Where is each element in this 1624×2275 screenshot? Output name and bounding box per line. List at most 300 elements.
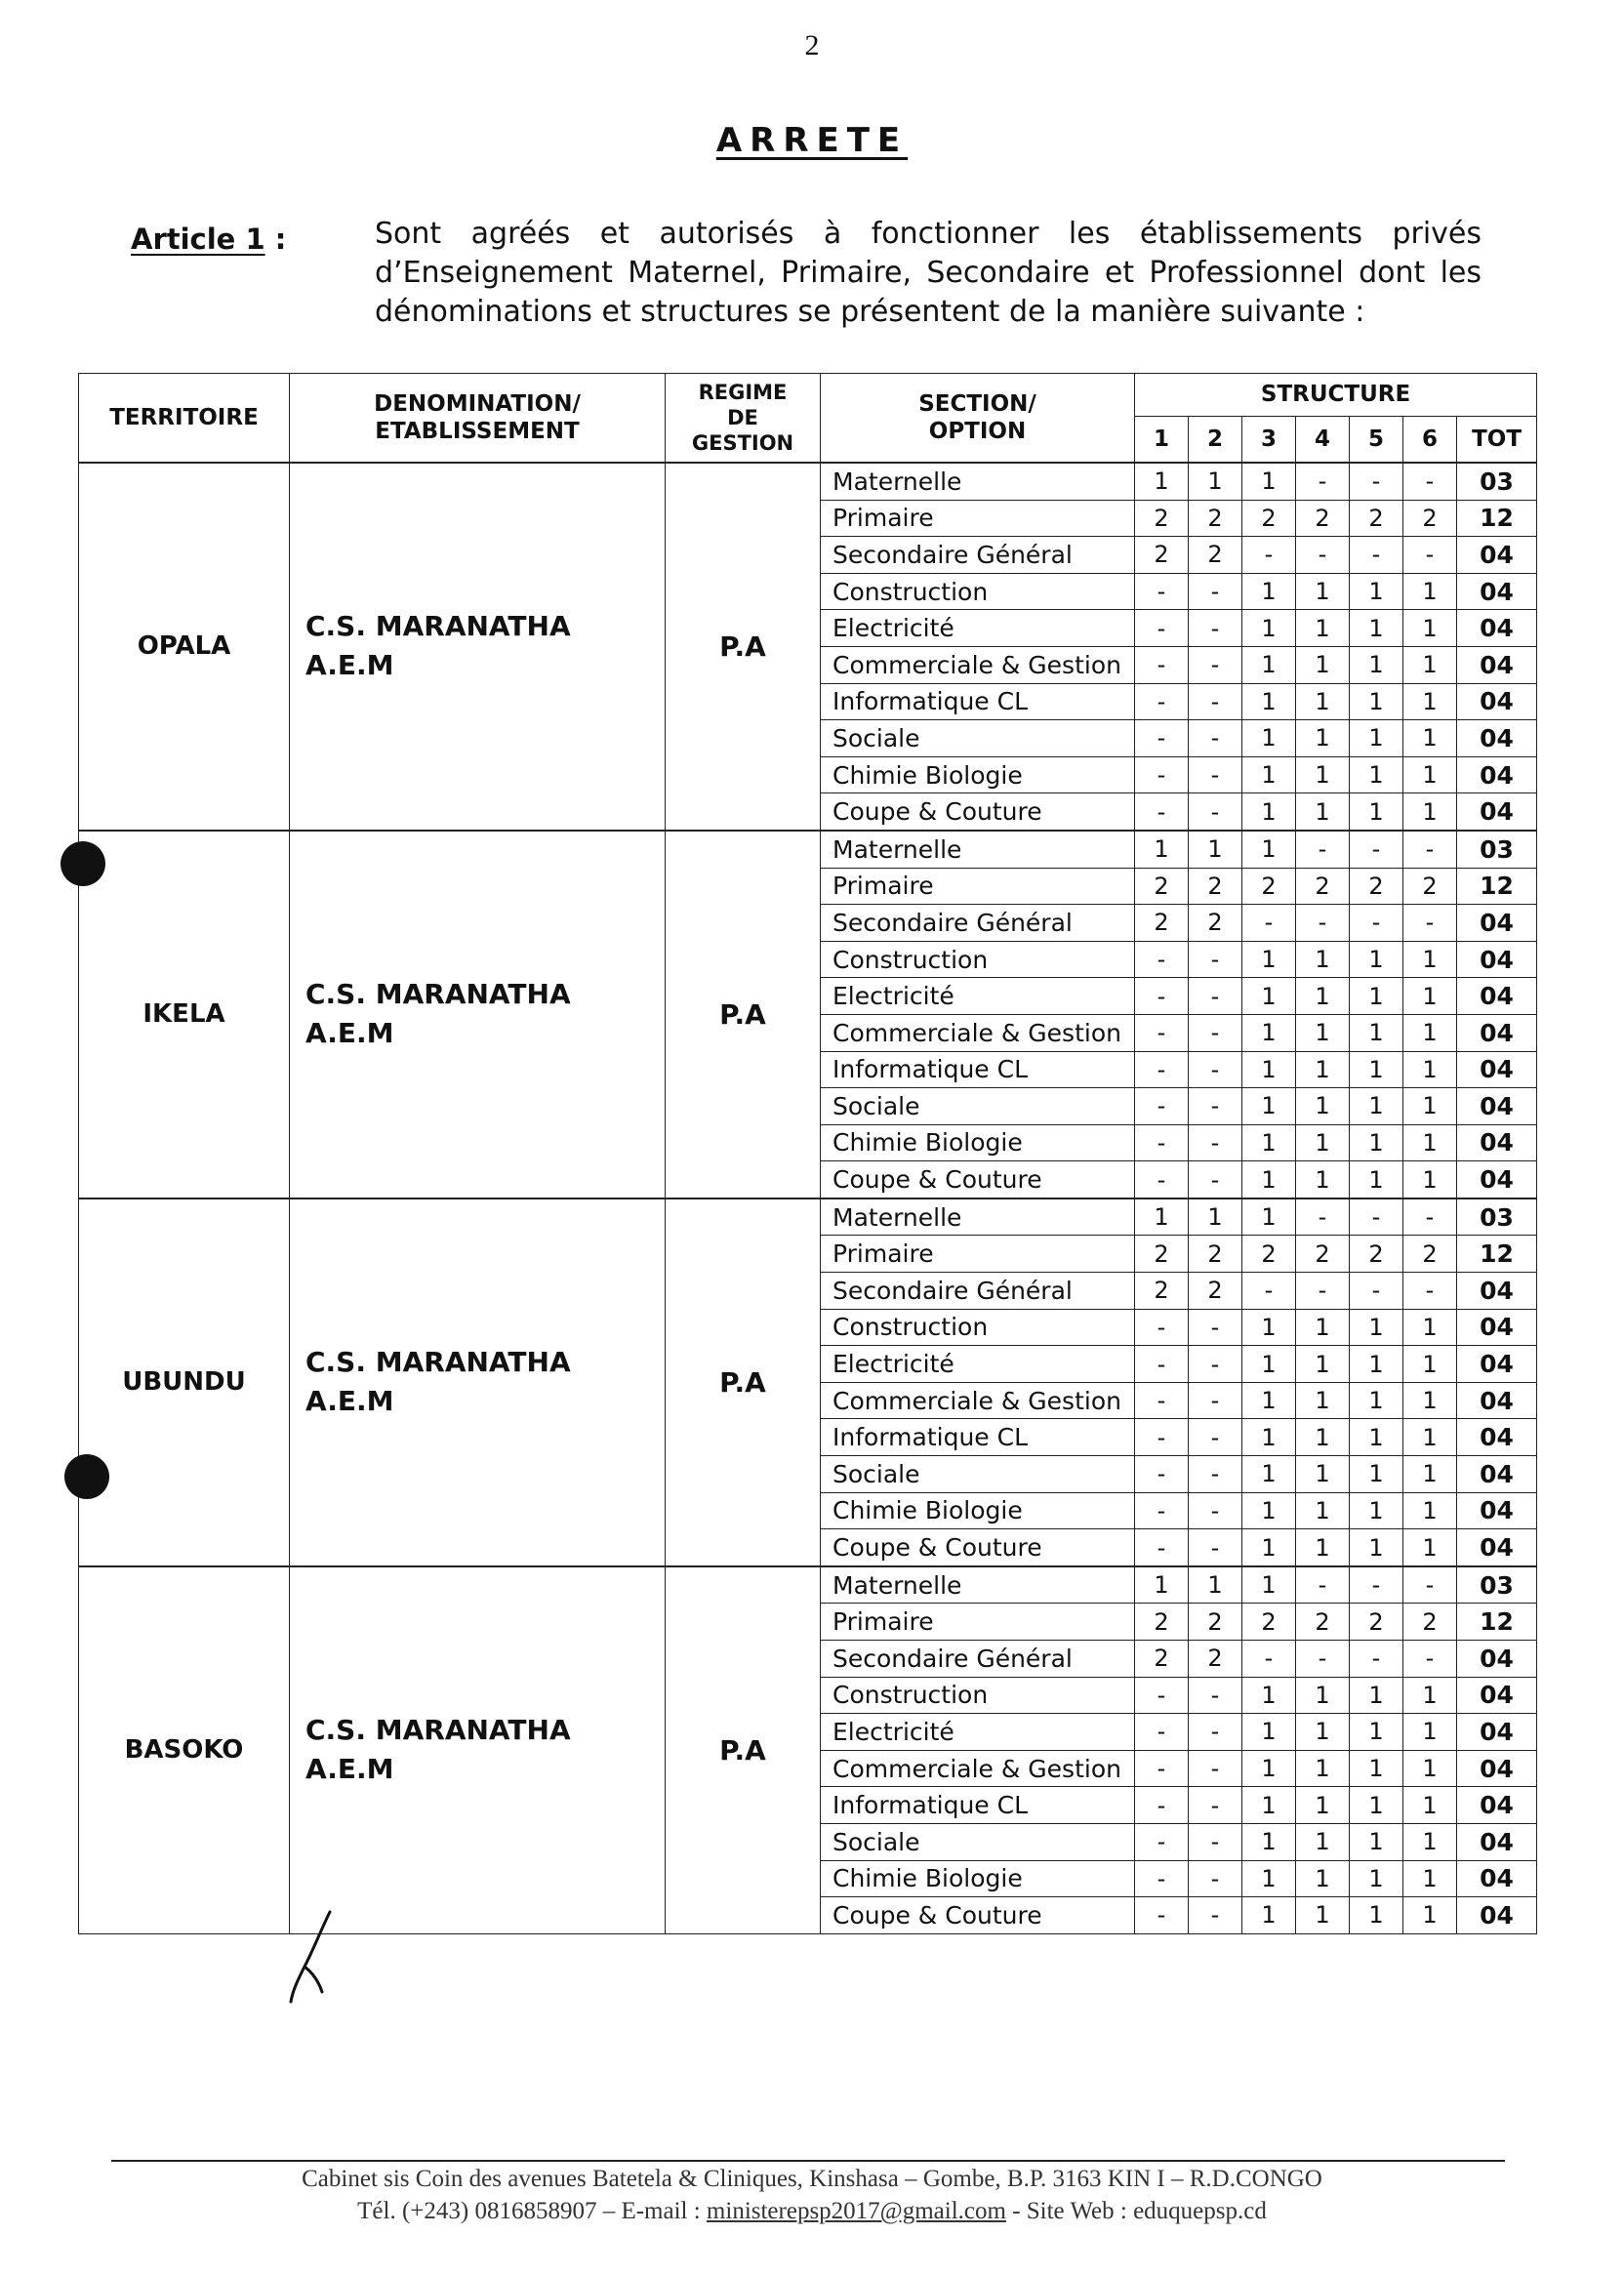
structure-cell: - (1135, 1014, 1189, 1051)
total-cell: 03 (1457, 1198, 1537, 1236)
header-section (821, 374, 1135, 464)
structure-cell: 1 (1403, 1382, 1457, 1419)
section-cell: Informatique CL (821, 1787, 1135, 1824)
structure-cell: - (1135, 720, 1189, 757)
structure-cell: - (1135, 1124, 1189, 1161)
denomination-cell (290, 463, 666, 831)
structure-cell: - (1135, 1382, 1189, 1419)
structure-cell: 1 (1189, 1198, 1242, 1236)
structure-cell: 1 (1242, 1051, 1296, 1088)
structure-cell: 1 (1135, 1198, 1189, 1236)
header-regime-line2: DE (727, 406, 758, 429)
structure-cell: - (1189, 1346, 1242, 1383)
structure-cell: 1 (1242, 1566, 1296, 1604)
structure-cell: 1 (1135, 1566, 1189, 1604)
total-cell: 04 (1457, 1456, 1537, 1493)
structure-cell: - (1135, 1860, 1189, 1897)
structure-cell: 1 (1242, 573, 1296, 610)
structure-cell: 1 (1242, 1456, 1296, 1493)
structure-cell: - (1189, 1088, 1242, 1125)
section-cell: Chimie Biologie (821, 756, 1135, 793)
structure-cell: 1 (1350, 1382, 1403, 1419)
total-cell: 12 (1457, 1236, 1537, 1273)
structure-cell: 1 (1350, 720, 1403, 757)
header-regime (666, 374, 821, 464)
structure-cell: - (1189, 1456, 1242, 1493)
total-cell: 04 (1457, 1860, 1537, 1897)
footer-contact-prefix: Tél. (+243) 0816858907 – E-mail : (357, 2198, 707, 2224)
total-cell: 04 (1457, 905, 1537, 942)
table-row (79, 1566, 1537, 1604)
structure-cell: - (1403, 1566, 1457, 1604)
header-structure (1135, 374, 1537, 417)
structure-cell: 1 (1350, 1787, 1403, 1824)
territoire-cell: BASOKO (79, 1566, 290, 1933)
document-title (0, 121, 1624, 160)
structure-cell: 1 (1242, 1346, 1296, 1383)
structure-cell: - (1189, 1419, 1242, 1456)
structure-cell: 1 (1350, 1714, 1403, 1751)
total-cell: 12 (1457, 868, 1537, 905)
structure-cell: - (1296, 831, 1350, 868)
structure-cell: 1 (1296, 941, 1350, 978)
denomination-line1: C.S. MARANATHA (305, 1714, 571, 1747)
structure-cell: 1 (1350, 1860, 1403, 1897)
structure-cell: 1 (1242, 1382, 1296, 1419)
structure-cell: - (1296, 1641, 1350, 1678)
structure-cell: - (1135, 1051, 1189, 1088)
structure-cell: 1 (1296, 610, 1350, 647)
section-cell: Construction (821, 1677, 1135, 1714)
structure-cell: 1 (1242, 463, 1296, 500)
section-cell: Sociale (821, 720, 1135, 757)
total-cell: 04 (1457, 1823, 1537, 1860)
structure-cell: - (1189, 1124, 1242, 1161)
structure-cell: - (1296, 905, 1350, 942)
structure-cell: 1 (1350, 1750, 1403, 1787)
total-cell: 04 (1457, 756, 1537, 793)
total-cell: 04 (1457, 1714, 1537, 1751)
footer-address: Cabinet sis Coin des avenues Batetela & Cliniques, Kinshasa – Gombe, B.P. 3163 KIN I – R.D.CONGO (302, 2166, 1322, 2192)
section-cell: Commerciale & Gestion (821, 1750, 1135, 1787)
structure-cell: 1 (1403, 1014, 1457, 1051)
structure-cell: 1 (1403, 1051, 1457, 1088)
structure-cell: 1 (1242, 1124, 1296, 1161)
article-label-text: Article 1 (131, 223, 265, 256)
structure-cell: 1 (1296, 573, 1350, 610)
table-row (79, 831, 1537, 868)
structure-cell: 1 (1403, 610, 1457, 647)
structure-cell: 2 (1135, 905, 1189, 942)
structure-cell: - (1189, 1529, 1242, 1566)
structure-cell: 1 (1350, 1456, 1403, 1493)
structure-cell: 1 (1403, 1419, 1457, 1456)
structure-cell: - (1189, 1750, 1242, 1787)
structure-cell: - (1135, 941, 1189, 978)
structure-cell: 1 (1350, 1088, 1403, 1125)
structure-cell: - (1189, 720, 1242, 757)
total-cell: 04 (1457, 1309, 1537, 1346)
section-cell: Informatique CL (821, 683, 1135, 720)
structure-cell: 1 (1296, 1456, 1350, 1493)
denomination-line1: C.S. MARANATHA (305, 610, 571, 643)
structure-cell: - (1403, 463, 1457, 500)
structure-cell: - (1189, 1161, 1242, 1198)
structure-cell: 1 (1350, 793, 1403, 831)
structure-cell: 2 (1189, 537, 1242, 574)
structure-cell: 2 (1403, 1604, 1457, 1641)
structure-cell: - (1135, 573, 1189, 610)
article-text: Sont agréés et autorisés à fonctionner les établissements privés d’Enseignement Maternel, Primaire, Secondaire et Professionnel dont les dénominations et structures se présentent de la manière suivante : (375, 217, 1482, 329)
structure-cell: 2 (1296, 500, 1350, 537)
territoire-cell: IKELA (79, 831, 290, 1198)
structure-cell: 2 (1242, 868, 1296, 905)
structure-cell: - (1189, 1051, 1242, 1088)
header-col-tot: TOT (1457, 416, 1537, 463)
structure-cell: - (1135, 1823, 1189, 1860)
footer-contact (0, 2198, 1624, 2225)
total-cell: 04 (1457, 1787, 1537, 1824)
structure-cell: - (1135, 1419, 1189, 1456)
header-structure-text: STRUCTURE (1260, 382, 1411, 408)
structure-cell: 1 (1242, 1823, 1296, 1860)
structure-cell: 1 (1403, 573, 1457, 610)
structure-cell: 1 (1350, 683, 1403, 720)
structure-cell: 1 (1242, 1677, 1296, 1714)
structure-cell: 1 (1350, 1419, 1403, 1456)
total-cell: 04 (1457, 683, 1537, 720)
structure-cell: 2 (1189, 868, 1242, 905)
structure-cell: 1 (1350, 941, 1403, 978)
header-section-line2: OPTION (928, 419, 1027, 444)
denomination-cell (290, 831, 666, 1198)
territoire-cell: UBUNDU (79, 1198, 290, 1566)
structure-cell: - (1135, 1787, 1189, 1824)
header-col-2: 2 (1189, 416, 1242, 463)
total-cell: 04 (1457, 646, 1537, 683)
structure-cell: - (1135, 1677, 1189, 1714)
structure-cell: 1 (1242, 1714, 1296, 1751)
structure-cell: - (1350, 537, 1403, 574)
structure-cell: 1 (1189, 831, 1242, 868)
header-denomination-line1: DENOMINATION/ (374, 391, 581, 417)
structure-cell: 2 (1135, 1641, 1189, 1678)
table-row (79, 463, 1537, 500)
total-cell: 04 (1457, 720, 1537, 757)
section-cell: Informatique CL (821, 1419, 1135, 1456)
footer-divider (111, 2160, 1505, 2162)
denomination-line2: A.E.M (305, 1385, 394, 1418)
section-cell: Secondaire Général (821, 537, 1135, 574)
header-denomination (290, 374, 666, 464)
denomination-line2: A.E.M (305, 649, 394, 682)
table-header-row-1 (79, 374, 1537, 417)
structure-cell: - (1135, 1897, 1189, 1934)
structure-cell: - (1189, 978, 1242, 1015)
total-cell: 03 (1457, 831, 1537, 868)
denomination-line1: C.S. MARANATHA (305, 978, 571, 1011)
page-number: 2 (804, 29, 820, 61)
denomination-cell (290, 1566, 666, 1933)
structure-cell: 1 (1296, 720, 1350, 757)
table-row (79, 1198, 1537, 1236)
section-cell: Primaire (821, 1604, 1135, 1641)
article-label-colon: : (264, 223, 287, 256)
structure-cell: 1 (1296, 683, 1350, 720)
structure-cell: - (1189, 573, 1242, 610)
structure-cell: 1 (1403, 1161, 1457, 1198)
total-cell: 04 (1457, 1124, 1537, 1161)
structure-cell: 1 (1350, 1346, 1403, 1383)
structure-cell: - (1135, 1714, 1189, 1751)
header-regime-line3: GESTION (691, 431, 794, 455)
structure-cell: 1 (1403, 978, 1457, 1015)
structure-cell: 1 (1403, 1346, 1457, 1383)
total-cell: 04 (1457, 1088, 1537, 1125)
structure-cell: 1 (1242, 610, 1296, 647)
regime-cell: P.A (666, 831, 821, 1198)
total-cell: 04 (1457, 1419, 1537, 1456)
structure-cell: 1 (1350, 756, 1403, 793)
structure-cell: 1 (1242, 1787, 1296, 1824)
structure-cell: 1 (1242, 720, 1296, 757)
header-col-1: 1 (1135, 416, 1189, 463)
header-col-6: 6 (1403, 416, 1457, 463)
total-cell: 04 (1457, 1677, 1537, 1714)
structure-cell: - (1242, 537, 1296, 574)
total-cell: 04 (1457, 1529, 1537, 1566)
section-cell: Commerciale & Gestion (821, 1014, 1135, 1051)
total-cell: 04 (1457, 573, 1537, 610)
section-cell: Sociale (821, 1823, 1135, 1860)
structure-cell: 1 (1350, 1051, 1403, 1088)
section-cell: Secondaire Général (821, 1641, 1135, 1678)
structure-cell: - (1135, 793, 1189, 831)
structure-cell: 1 (1350, 1309, 1403, 1346)
structure-cell: - (1350, 1566, 1403, 1604)
structure-cell: 1 (1296, 1161, 1350, 1198)
structure-cell: 1 (1296, 1382, 1350, 1419)
structure-cell: 2 (1135, 868, 1189, 905)
structure-cell: - (1350, 1641, 1403, 1678)
structure-cell: 1 (1403, 646, 1457, 683)
total-cell: 03 (1457, 1566, 1537, 1604)
structure-cell: - (1135, 756, 1189, 793)
structure-cell: 1 (1350, 1529, 1403, 1566)
total-cell: 04 (1457, 1014, 1537, 1051)
section-cell: Electricité (821, 978, 1135, 1015)
structure-cell: 1 (1350, 1492, 1403, 1529)
structure-cell: - (1189, 610, 1242, 647)
structure-cell: - (1350, 831, 1403, 868)
structure-cell: - (1296, 1566, 1350, 1604)
structure-cell: 2 (1296, 1236, 1350, 1273)
structure-cell: 2 (1242, 500, 1296, 537)
establishments-table (78, 373, 1537, 1934)
structure-cell: - (1189, 941, 1242, 978)
structure-cell: 2 (1296, 868, 1350, 905)
structure-cell: 1 (1296, 793, 1350, 831)
structure-cell: 2 (1350, 1236, 1403, 1273)
header-territoire (79, 374, 290, 464)
structure-cell: 1 (1242, 683, 1296, 720)
structure-cell: - (1189, 1860, 1242, 1897)
structure-cell: 2 (1189, 1641, 1242, 1678)
structure-cell: 2 (1242, 1236, 1296, 1273)
structure-cell: - (1135, 646, 1189, 683)
structure-cell: 1 (1189, 1566, 1242, 1604)
structure-cell: 1 (1242, 1529, 1296, 1566)
structure-cell: - (1189, 683, 1242, 720)
structure-cell: - (1350, 1273, 1403, 1310)
structure-cell: - (1242, 1641, 1296, 1678)
structure-cell: 1 (1350, 1014, 1403, 1051)
structure-cell: - (1135, 1088, 1189, 1125)
structure-cell: 2 (1189, 1236, 1242, 1273)
structure-cell: - (1135, 1309, 1189, 1346)
structure-cell: 1 (1296, 1860, 1350, 1897)
structure-cell: - (1403, 1198, 1457, 1236)
structure-cell: 2 (1403, 1236, 1457, 1273)
territoire-cell: OPALA (79, 463, 290, 831)
structure-cell: 2 (1350, 868, 1403, 905)
structure-cell: 1 (1242, 1088, 1296, 1125)
section-cell: Electricité (821, 1346, 1135, 1383)
structure-cell: 1 (1403, 941, 1457, 978)
structure-cell: 2 (1403, 868, 1457, 905)
structure-cell: 1 (1403, 1456, 1457, 1493)
structure-cell: - (1350, 905, 1403, 942)
total-cell: 04 (1457, 941, 1537, 978)
structure-cell: 1 (1350, 573, 1403, 610)
total-cell: 12 (1457, 500, 1537, 537)
structure-cell: - (1189, 1677, 1242, 1714)
structure-cell: 1 (1350, 610, 1403, 647)
punch-hole-top (61, 841, 105, 886)
denomination-line1: C.S. MARANATHA (305, 1346, 571, 1379)
structure-cell: 1 (1403, 756, 1457, 793)
structure-cell: 2 (1189, 1604, 1242, 1641)
structure-cell: 1 (1296, 646, 1350, 683)
total-cell: 04 (1457, 978, 1537, 1015)
structure-cell: 1 (1242, 1014, 1296, 1051)
structure-cell: - (1135, 610, 1189, 647)
section-cell: Coupe & Couture (821, 1529, 1135, 1566)
structure-cell: 1 (1350, 1823, 1403, 1860)
structure-cell: 1 (1242, 1750, 1296, 1787)
footer-email-link[interactable]: ministerepsp2017@gmail.com (706, 2198, 1006, 2224)
header-col-4: 4 (1296, 416, 1350, 463)
structure-cell: 2 (1242, 1604, 1296, 1641)
structure-cell: - (1189, 1823, 1242, 1860)
regime-cell: P.A (666, 1198, 821, 1566)
structure-cell: 1 (1242, 1309, 1296, 1346)
structure-cell: 2 (1135, 537, 1189, 574)
structure-cell: 1 (1350, 1161, 1403, 1198)
structure-cell: 1 (1350, 1677, 1403, 1714)
structure-cell: - (1135, 1456, 1189, 1493)
signature-mark (283, 1908, 342, 2006)
total-cell: 04 (1457, 1161, 1537, 1198)
total-cell: 04 (1457, 1346, 1537, 1383)
structure-cell: 1 (1350, 978, 1403, 1015)
total-cell: 04 (1457, 1382, 1537, 1419)
section-cell: Secondaire Général (821, 1273, 1135, 1310)
structure-cell: - (1403, 1273, 1457, 1310)
structure-cell: 1 (1135, 463, 1189, 500)
structure-cell: 1 (1403, 793, 1457, 831)
structure-cell: - (1403, 831, 1457, 868)
structure-cell: - (1135, 1346, 1189, 1383)
structure-cell: 2 (1189, 500, 1242, 537)
structure-cell: - (1135, 1492, 1189, 1529)
structure-cell: - (1189, 756, 1242, 793)
section-cell: Electricité (821, 1714, 1135, 1751)
structure-cell: 1 (1350, 1897, 1403, 1934)
structure-cell: 1 (1296, 1014, 1350, 1051)
section-cell: Chimie Biologie (821, 1860, 1135, 1897)
structure-cell: 1 (1242, 793, 1296, 831)
section-cell: Primaire (821, 500, 1135, 537)
section-cell: Electricité (821, 610, 1135, 647)
structure-cell: 1 (1403, 1309, 1457, 1346)
structure-cell: 1 (1296, 1787, 1350, 1824)
structure-cell: 2 (1135, 500, 1189, 537)
structure-cell: 1 (1242, 646, 1296, 683)
structure-cell: 1 (1296, 1750, 1350, 1787)
section-cell: Sociale (821, 1088, 1135, 1125)
structure-cell: 1 (1403, 1529, 1457, 1566)
structure-cell: 2 (1403, 500, 1457, 537)
table-body (79, 463, 1537, 1933)
structure-cell: - (1135, 1161, 1189, 1198)
structure-cell: - (1135, 683, 1189, 720)
footer-contact-suffix: - Site Web : eduquepsp.cd (1005, 2198, 1267, 2224)
structure-cell: 2 (1296, 1604, 1350, 1641)
structure-cell: 1 (1403, 1750, 1457, 1787)
section-cell: Maternelle (821, 1198, 1135, 1236)
total-cell: 12 (1457, 1604, 1537, 1641)
header-regime-line1: REGIME (698, 381, 788, 404)
section-cell: Sociale (821, 1456, 1135, 1493)
structure-cell: 1 (1242, 1897, 1296, 1934)
regime-cell: P.A (666, 1566, 821, 1933)
structure-cell: 1 (1296, 1677, 1350, 1714)
structure-cell: 1 (1242, 1198, 1296, 1236)
structure-cell: 1 (1350, 646, 1403, 683)
structure-cell: 1 (1296, 1088, 1350, 1125)
structure-cell: - (1296, 463, 1350, 500)
section-cell: Secondaire Général (821, 905, 1135, 942)
structure-cell: 2 (1350, 500, 1403, 537)
section-cell: Informatique CL (821, 1051, 1135, 1088)
section-cell: Maternelle (821, 1566, 1135, 1604)
section-cell: Chimie Biologie (821, 1124, 1135, 1161)
structure-cell: 1 (1296, 1897, 1350, 1934)
structure-cell: - (1296, 1273, 1350, 1310)
total-cell: 04 (1457, 1273, 1537, 1310)
total-cell: 04 (1457, 1051, 1537, 1088)
structure-cell: 1 (1242, 1860, 1296, 1897)
section-cell: Commerciale & Gestion (821, 1382, 1135, 1419)
denomination-line2: A.E.M (305, 1017, 394, 1050)
section-cell: Maternelle (821, 463, 1135, 500)
structure-cell: 1 (1403, 1714, 1457, 1751)
structure-cell: 1 (1350, 1124, 1403, 1161)
structure-cell: 1 (1403, 1860, 1457, 1897)
header-section-line1: SECTION/ (918, 391, 1036, 417)
structure-cell: - (1189, 793, 1242, 831)
